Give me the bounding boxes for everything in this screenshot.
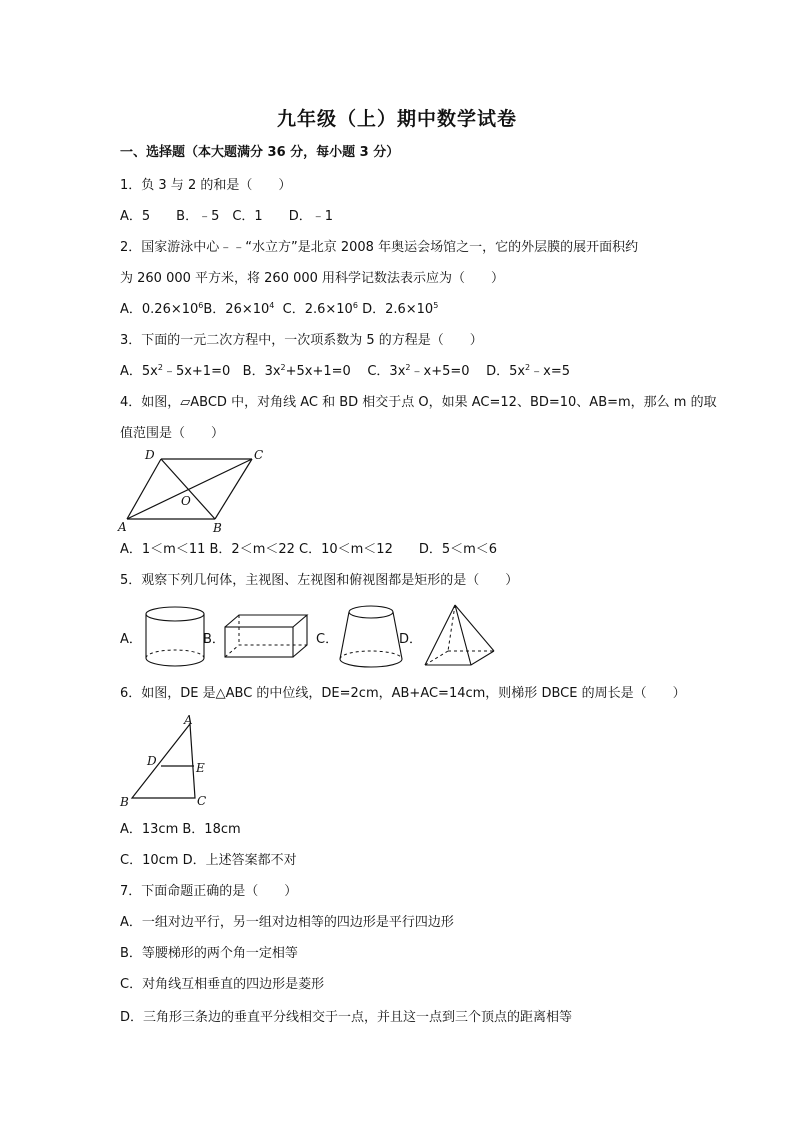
question-6-options-line2: C．10cm D．上述答案都不对 bbox=[120, 853, 297, 868]
side-da bbox=[127, 459, 161, 519]
label-c: C bbox=[254, 448, 264, 462]
q5-option-b-label: B． bbox=[203, 632, 225, 647]
q3-option-b: B．$3x^2+5x+1=0$ bbox=[242, 363, 351, 379]
question-6-options-line1: A．13cm B．18cm bbox=[120, 822, 241, 837]
label-e: E bbox=[196, 761, 205, 775]
question-1-stem: 1．负 3 与 2 的和是（ ） bbox=[120, 178, 292, 193]
parallelogram-figure bbox=[115, 446, 275, 536]
triangle-figure bbox=[115, 710, 225, 810]
question-2-stem-line1: 2．国家游泳中心﹣﹣“水立方”是北京 2008 年奥运会场馆之一，它的外层膜的展开面积约 bbox=[120, 240, 639, 255]
question-2-stem-line2: 为 260 000 平方米，将 260 000 用科学记数法表示应为（ ） bbox=[120, 271, 505, 286]
question-7-option-c: C．对角线互相垂直的四边形是菱形 bbox=[120, 977, 325, 992]
question-7-stem: 7．下面命题正确的是（ ） bbox=[120, 884, 298, 899]
frustum-icon bbox=[336, 602, 406, 674]
label-b: B bbox=[213, 521, 222, 535]
q3-option-d: D．$5x^2﹣x=5$ bbox=[486, 363, 570, 379]
q5-option-c-label: C． bbox=[316, 632, 339, 647]
section-heading: 一、选择题（本大题满分 36 分，每小题 3 分） bbox=[120, 145, 400, 160]
label-b: B bbox=[120, 795, 129, 809]
q2-option-c: C．$2.6\times 10^6$ bbox=[282, 301, 358, 317]
question-7-option-b: B．等腰梯形的两个角一定相等 bbox=[120, 946, 298, 961]
label-a: A bbox=[118, 520, 127, 534]
label-d: D bbox=[145, 448, 155, 462]
question-7-option-a: A．一组对边平行，另一组对边相等的四边形是平行四边形 bbox=[120, 915, 454, 930]
cylinder-icon bbox=[140, 604, 210, 674]
q5-option-a-label: A． bbox=[120, 632, 142, 647]
q3-option-c: C．$3x^2﹣x+5=0$ bbox=[367, 363, 470, 379]
rectangular-prism-icon bbox=[222, 610, 312, 662]
diagonal-bd bbox=[161, 459, 215, 519]
label-c: C bbox=[197, 794, 207, 808]
pyramid-icon bbox=[420, 602, 500, 670]
question-4-options: A．1＜m＜11 B．2＜m＜22 C．10＜m＜12 D．5＜m＜6 bbox=[120, 542, 498, 557]
question-4-stem-line2: 值范围是（ ） bbox=[120, 426, 225, 441]
question-3-options bbox=[120, 363, 570, 381]
question-7-option-d: D．三角形三条边的垂直平分线相交于一点，并且这一点到三个顶点的距离相等 bbox=[120, 1010, 573, 1025]
label-a: A bbox=[184, 713, 193, 727]
question-3-stem: 3．下面的一元二次方程中，一次项系数为 5 的方程是（ ） bbox=[120, 333, 483, 348]
q2-option-a: A．$0.26\times 10^6$ bbox=[120, 301, 204, 317]
q3-option-a: A．$5x^2﹣5x+1=0$ bbox=[120, 363, 231, 379]
page-title: 九年级（上）期中数学试卷 bbox=[276, 108, 517, 130]
label-o: O bbox=[181, 494, 191, 508]
q2-option-d: D．$2.6\times 10^5$ bbox=[362, 301, 439, 317]
question-5-stem: 5．观察下列几何体，主视图、左视图和俯视图都是矩形的是（ ） bbox=[120, 573, 519, 588]
question-4-stem-line1: 4．如图，▱ABCD 中，对角线 AC 和 BD 相交于点 O，如果 AC=12、BD=10、AB=m，那么 m 的取 bbox=[120, 395, 717, 410]
q5-option-d-label: D． bbox=[399, 632, 423, 647]
question-1-options: A．5 B．﹣5 C．1 D．﹣1 bbox=[120, 209, 333, 224]
label-d: D bbox=[147, 754, 157, 768]
q2-option-b: B．$26\times 10^4$ bbox=[203, 301, 275, 317]
question-6-stem: 6．如图，DE 是△ABC 的中位线，DE=2cm，AB+AC=14cm，则梯形 DBCE 的周长是（ ） bbox=[120, 686, 686, 701]
question-2-options bbox=[120, 301, 438, 319]
